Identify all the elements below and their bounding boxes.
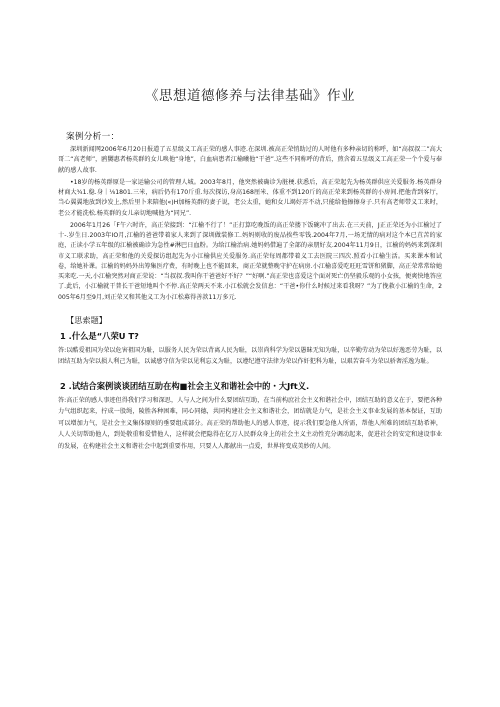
case-paragraph-2: •18岁的杨英群原是一家运输公司的管理人城。2003年8月，他突然被确诊为脏梗.获悉后，高正荣起先为杨英群供应关爱服务.杨英群身材商大¾1.稳.身｜⅛1801.三米，病后仍有170斤重.每次探访,身高168厘米、体重不到120斤的高正荣来到杨英群的小房间.把他背到客厅，当心翼翼地放到沙发上,然后里卜来陪他(«)H加杨英群的妻子说，老公太重，她和女儿竭好弄不动,只能给他擦擦身子.只有高老师带义工来时，老公才能洗松.杨英群的女儿亲切地喊他为“同兄”. (58, 178, 442, 217)
question-1-answer: 答:以酷爱祖国为荣以危害祖国为耻，以服务人民为荣以背离人民为耻，以崇尚科学为荣以愚昧无知为耻，以辛勤劳动为荣以好逸恶劳为耻，以团结互助为荣以损人利己为耻，以诚感守信为荣以见利忘义为耻，以遵纪遵守法律为荣以作奸犯科为耻，以艰苦奋斗为荣以骄奢淫逸为耻。 (58, 346, 442, 366)
think-questions-heading: 【思索题】 (66, 314, 107, 325)
question-2-answer: 答:高正荣的感人事迹但得我们学习和深思，人与人之间为什么要团结互助，在当前构庶社会主义和谐社会中，团结互助的意义在于，要把各种力气组织起来，拧成一股绳，陵胜各种困难，同心同德，共同构建社会主义和谐社会，团结就是力气，是社会主义事业发展的基本保证，互助可以增加力气，是社会主义集体原则的垂要组成部分。高正荣的帮助他人的感人事迹，提示我们要急他人所需，帮他人所难的团结互助希神，人人关切帮助他人，到处敬重和爱惜他人，这样就会把隐得在亿万人民群众身上的社会主义主动性充分调动起来，促进社会的安定和速设事业的发展，在构建社会主义和谐社会中起到重要作用，只要人人都献出一点爱，世界将变成美妙的人间。 (58, 396, 442, 450)
case-paragraph-3: 2006年1月26「F午六时许，高正荣接到：“江榆不行了！”正打算吃晚饭的高正荣搂下饭碗冲了出去.在三天前，J正正荣还为小江榆过了十-.岁生日.2003年IO月,江榆的爸爸带着家人来到了深圳做装修工.妈妈则收的废品挨些零钱.2004年7月,一场无情的病对这个本已苴苦的家庭，正读小学五年级的江榆被确诊为急性#淋巴日血粉。为给江榆治病.她妈妈借遍了全部的亲朋好友.2004年11月9日，江榆的妈妈来到深圳市义工联求助，高正荣和他的关爱探访组起先为小江榆供应关爱服务.高正荣每周都带着义工去医院三四次.照看小江榆生活。买来课本和试卷，给她补课。江榆的妈妈外出筹集医疗费，有时晚上也不能回来，商正荣就整晚守护在病房.小江榆喜爱吃旺旺雪饼和猪脚，高正荣常常给她买来吃.一天,小江榆突然对商正荣说：“当叔叔.我叫你干爸爸好不好？”“好啊.”高正荣也喜爱这个面对死亡仍坚毅乐观的小女孩，便爽快地答应了.此后，小江榆就干普长干爸短地叫个不停.高正荣两天不来.小江松就会发信息：“干爸•你什么时候过来看我呀？”为了挽救小江榆的生命，2005年6月至9月,刘正荣又和其他义工为小江松募得善款11万多元. (58, 221, 442, 301)
case-analysis-label: 案例分析一： (66, 132, 120, 142)
case-paragraph-1: 深圳新闻网2006年6月20日报道了五星级义工高正荣的感人事迹.在深圳.被高正荣悄助过的人时他有多种亲切的称呼，如“高叔叔二”高大哥二“高老师”，鸥嬲惠者杨英群的女儿唤他“身地”，白血病患者江榆曦他“干爸”.这些不同称呼的背后，煎含着五星级义工高正荣一个个爱与奉献的感人故事. (58, 146, 442, 174)
question-1-title: 1 .什么是“八荣U T? (60, 330, 139, 341)
question-2-title: 2 .试结合案例谈谈团结互助在构■社会主义和谐社会中的・大Jft义. (60, 380, 310, 391)
document-title: 《思想道德修养与法律基础》作业 (145, 88, 355, 104)
